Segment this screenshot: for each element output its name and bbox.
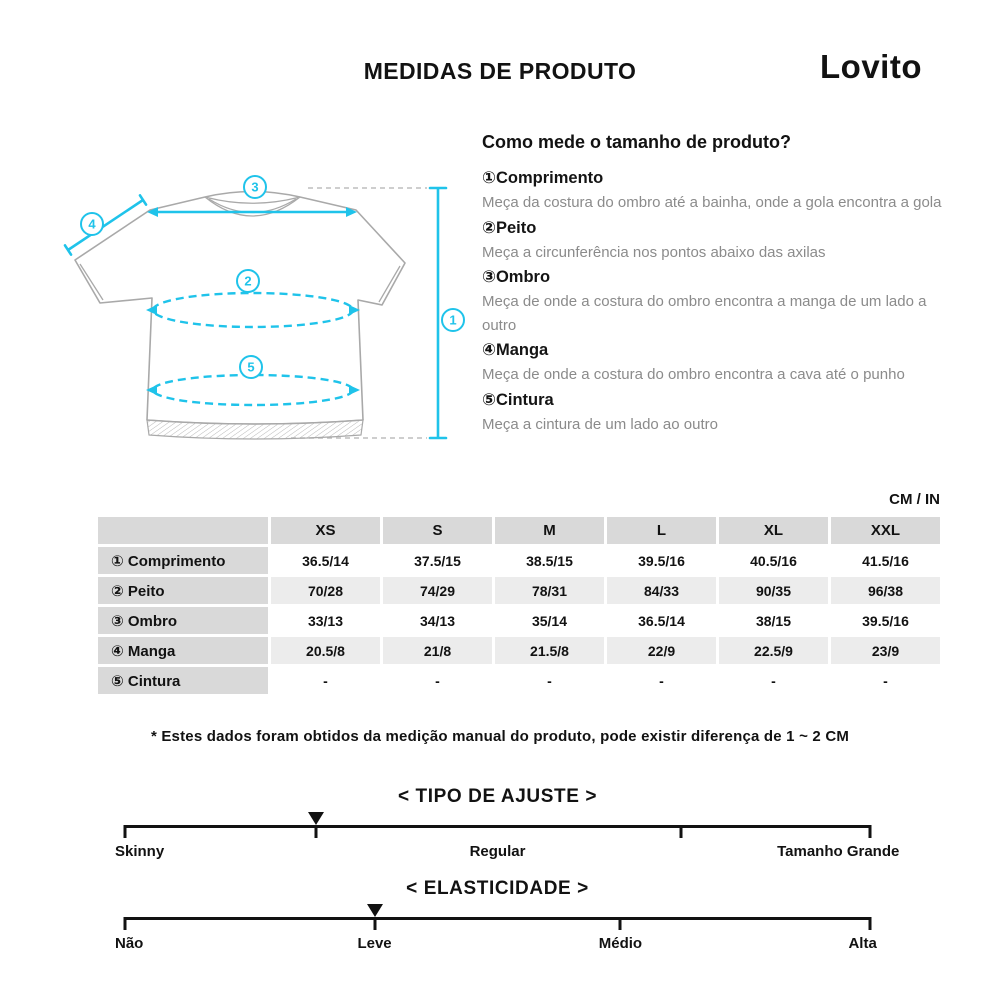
svg-text:2: 2: [244, 273, 252, 289]
size-value-cell: 35/14: [495, 607, 604, 634]
table-header-row: [98, 517, 940, 544]
guide-item-label: ①Comprimento: [482, 169, 604, 187]
scale-label: Regular: [469, 843, 526, 860]
size-table: [95, 514, 943, 697]
size-value-cell: 36.5/14: [271, 547, 380, 574]
scale-label: Skinny: [115, 843, 165, 860]
size-value-cell: 21/8: [383, 637, 492, 664]
tshirt-outline: [75, 192, 405, 440]
fit-scale-title: < TIPO DE AJUSTE >: [397, 786, 598, 807]
callout-sleeve: [81, 213, 103, 235]
size-column-header: M: [495, 517, 604, 544]
guide-item: [482, 338, 944, 387]
scale-tick: [124, 825, 127, 838]
scale-line: [125, 917, 870, 920]
guide-item-label: ④Manga: [482, 341, 549, 359]
size-value-cell: 78/31: [495, 577, 604, 604]
size-column-header: XS: [271, 517, 380, 544]
scale-tick: [373, 917, 376, 930]
scale-marker-icon: [367, 904, 383, 917]
size-value-cell: -: [831, 667, 940, 694]
row-label: ③ Ombro: [98, 607, 268, 634]
guide-item: [482, 166, 944, 215]
size-value-cell: 84/33: [607, 577, 716, 604]
size-value-cell: 23/9: [831, 637, 940, 664]
size-value-cell: 34/13: [383, 607, 492, 634]
size-value-cell: 38.5/15: [495, 547, 604, 574]
guide-item-desc: Meça de onde a costura do ombro encontra a manga de um lado a outro: [482, 293, 927, 334]
callout-shoulder: [244, 176, 266, 198]
svg-text:1: 1: [449, 312, 457, 328]
brand-logo: Lovito: [820, 48, 922, 85]
size-value-cell: -: [271, 667, 380, 694]
size-value-cell: 38/15: [719, 607, 828, 634]
guide-item-desc: Meça da costura do ombro até a bainha, onde a gola encontra a gola: [482, 194, 942, 211]
size-value-cell: 37.5/15: [383, 547, 492, 574]
scale-label: Não: [115, 935, 144, 952]
callout-waist: [240, 356, 262, 378]
corner-cell: [98, 517, 268, 544]
measurement-footnote: * Estes dados foram obtidos da medição manual do produto, pode existir diferença de 1 ~ 2 CM: [150, 728, 850, 745]
row-label: ⑤ Cintura: [98, 667, 268, 694]
measure-guide: [482, 132, 944, 437]
svg-text:5: 5: [247, 359, 255, 375]
fit-scale-track: [125, 825, 870, 838]
size-value-cell: 33/13: [271, 607, 380, 634]
size-column-header: S: [383, 517, 492, 544]
size-value-cell: 41.5/16: [831, 547, 940, 574]
guide-item-label: ②Peito: [482, 218, 537, 237]
table-row: [98, 637, 940, 664]
size-value-cell: -: [719, 667, 828, 694]
callout-length: [442, 309, 464, 331]
size-table-wrap: [95, 514, 943, 697]
row-label: ① Comprimento: [98, 547, 268, 574]
size-column-header: XL: [719, 517, 828, 544]
scale-label: Alta: [848, 935, 877, 952]
size-column-header: XXL: [831, 517, 940, 544]
guide-item-desc: Meça a circunferência nos pontos abaixo das axilas: [482, 243, 826, 261]
guide-item-desc: Meça de onde a costura do ombro encontra a cava até o punho: [482, 366, 905, 383]
scale: [115, 786, 900, 863]
svg-text:4: 4: [88, 216, 96, 232]
guide-item-label: ⑤Cintura: [482, 390, 554, 409]
table-row: [98, 547, 940, 574]
size-value-cell: 70/28: [271, 577, 380, 604]
size-value-cell: 36.5/14: [607, 607, 716, 634]
guide-item: [482, 388, 944, 437]
elasticity-scale-title: < ELASTICIDADE >: [406, 878, 589, 899]
table-row: [98, 667, 940, 694]
guide-item-label: ③Ombro: [482, 268, 551, 286]
guide-item: [482, 216, 944, 265]
size-value-cell: 39.5/16: [607, 547, 716, 574]
guide-heading: Como mede o tamanho de produto?: [482, 132, 791, 152]
scale-tick: [679, 825, 682, 838]
scale-tick: [869, 825, 872, 838]
guide-list: [482, 166, 944, 436]
elasticity-scale-labels: [115, 935, 877, 955]
table-row: [98, 607, 940, 634]
size-value-cell: 20.5/8: [271, 637, 380, 664]
table-row: [98, 577, 940, 604]
scale-marker-icon: [308, 812, 324, 825]
scale-tick: [619, 917, 622, 930]
scale-label: Médio: [598, 935, 643, 952]
size-table-body: [98, 517, 940, 694]
scale-tick: [869, 917, 872, 930]
elasticity-scale-track: [125, 917, 870, 930]
fit-scale-labels: [115, 843, 900, 863]
guide-item-desc: Meça a cintura de um lado ao outro: [482, 415, 718, 433]
tshirt-measurement-diagram: [55, 155, 475, 465]
scale-line: [125, 825, 870, 828]
row-label: ④ Manga: [98, 637, 268, 664]
size-value-cell: 22/9: [607, 637, 716, 664]
size-value-cell: 39.5/16: [831, 607, 940, 634]
scale-tick: [124, 917, 127, 930]
size-value-cell: 21.5/8: [495, 637, 604, 664]
size-value-cell: 22.5/9: [719, 637, 828, 664]
row-label: ② Peito: [98, 577, 268, 604]
scale: [115, 878, 877, 955]
guide-item: [482, 265, 944, 337]
size-value-cell: 90/35: [719, 577, 828, 604]
scale-label: Leve: [357, 935, 392, 952]
unit-label: CM / IN: [889, 491, 940, 508]
size-value-cell: -: [607, 667, 716, 694]
size-value-cell: -: [383, 667, 492, 694]
size-value-cell: 74/29: [383, 577, 492, 604]
page-title: MEDIDAS DE PRODUTO: [363, 58, 637, 84]
scale-label: Tamanho Grande: [777, 843, 900, 860]
size-value-cell: 40.5/16: [719, 547, 828, 574]
size-column-header: L: [607, 517, 716, 544]
scale-tick: [314, 825, 317, 838]
size-value-cell: -: [495, 667, 604, 694]
svg-text:3: 3: [251, 179, 259, 195]
callout-chest: [237, 270, 259, 292]
size-value-cell: 96/38: [831, 577, 940, 604]
